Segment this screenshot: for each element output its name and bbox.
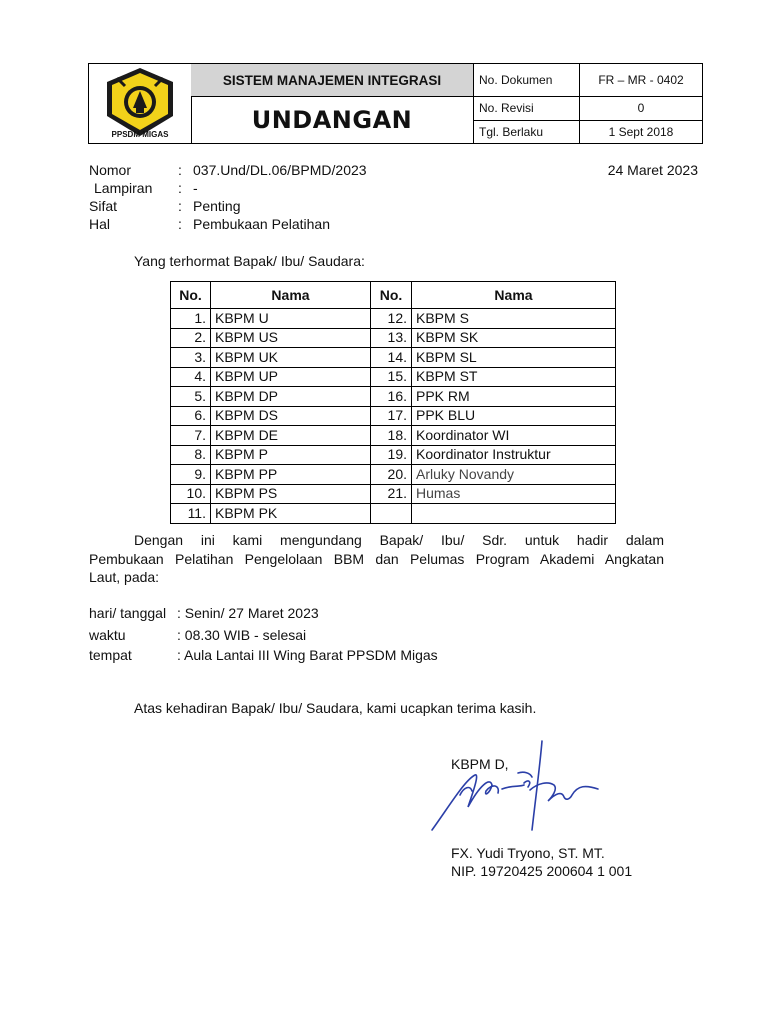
meta-row-revision bbox=[473, 96, 702, 121]
row-no: 3. bbox=[171, 348, 211, 368]
meta-value: FR – MR - 0402 bbox=[598, 73, 684, 87]
row-no: 7. bbox=[171, 426, 211, 446]
row-nama: PPK BLU bbox=[412, 406, 616, 426]
lampiran-label: Lampiran bbox=[94, 180, 153, 196]
header-no: No. bbox=[371, 282, 412, 309]
row-no: 5. bbox=[171, 387, 211, 407]
row-nama: Arluky Novandy bbox=[412, 465, 616, 485]
row-no: 20. bbox=[371, 465, 412, 485]
table-row bbox=[171, 328, 616, 348]
row-no: 10. bbox=[171, 484, 211, 504]
logo-cell bbox=[89, 64, 192, 143]
row-no: 21. bbox=[371, 484, 412, 504]
row-no: 14. bbox=[371, 348, 412, 368]
row-nama: Humas bbox=[412, 484, 616, 504]
row-no: 18. bbox=[371, 426, 412, 446]
row-no: 12. bbox=[371, 309, 412, 329]
meta-key: No. Revisi bbox=[473, 96, 580, 120]
row-no: 15. bbox=[371, 367, 412, 387]
row-nama: KBPM U bbox=[211, 309, 371, 329]
row-nama: KBPM SL bbox=[412, 348, 616, 368]
row-nama: KBPM P bbox=[211, 445, 371, 465]
row-no: 13. bbox=[371, 328, 412, 348]
meta-value: 1 Sept 2018 bbox=[608, 124, 674, 139]
table-row bbox=[171, 309, 616, 329]
tempat-label: tempat bbox=[89, 647, 132, 663]
sifat-value: Penting bbox=[193, 198, 241, 214]
table-row bbox=[171, 348, 616, 368]
header-nama: Nama bbox=[412, 282, 616, 309]
sifat-label: Sifat bbox=[89, 198, 118, 214]
row-no: 1. bbox=[171, 309, 211, 329]
row-no: 8. bbox=[171, 445, 211, 465]
row-no: 9. bbox=[171, 465, 211, 485]
system-title: SISTEM MANAJEMEN INTEGRASI bbox=[191, 64, 474, 97]
row-nama: KBPM US bbox=[211, 328, 371, 348]
row-no: 6. bbox=[171, 406, 211, 426]
meta-key: Tgl. Berlaku bbox=[473, 120, 580, 143]
signatory-title: KBPM D, bbox=[451, 756, 509, 772]
row-nama: KBPM DS bbox=[211, 406, 371, 426]
hari-value: : Senin/ 27 Maret 2023 bbox=[177, 605, 319, 621]
closing-text: Atas kehadiran Bapak/ Ibu/ Saudara, kami ucapkan terima kasih. bbox=[134, 700, 537, 716]
signatory-nip: NIP. 19720425 200604 1 001 bbox=[451, 863, 633, 879]
row-nama: Koordinator WI bbox=[412, 426, 616, 446]
row-nama: KBPM DE bbox=[211, 426, 371, 446]
row-nama: KBPM UK bbox=[211, 348, 371, 368]
waktu-label: waktu bbox=[89, 627, 126, 643]
row-nama: KBPM DP bbox=[211, 387, 371, 407]
row-nama: KBPM SK bbox=[412, 328, 616, 348]
meta-row-document bbox=[473, 64, 702, 97]
row-nama: KBPM PK bbox=[211, 504, 371, 524]
salutation: Yang terhormat Bapak/ Ibu/ Saudara: bbox=[134, 253, 365, 269]
row-no: 11. bbox=[171, 504, 211, 524]
table-header-row bbox=[171, 282, 616, 309]
row-nama: KBPM UP bbox=[211, 367, 371, 387]
hal-label: Hal bbox=[89, 216, 111, 232]
invitee-table bbox=[170, 281, 616, 524]
table-row bbox=[171, 504, 616, 524]
document-header bbox=[88, 63, 703, 144]
table-row bbox=[171, 406, 616, 426]
nomor-label: Nomor bbox=[89, 162, 132, 178]
lampiran-colon: : bbox=[178, 180, 182, 196]
invitation-line-3: Laut, pada: bbox=[89, 569, 160, 585]
letter-date: 24 Maret 2023 bbox=[607, 162, 698, 178]
invitation-line-1: Dengan ini kami mengundang Bapak/ Ibu/ Sdr. untuk hadir dalam bbox=[134, 532, 664, 548]
table-row bbox=[171, 465, 616, 485]
header-nama: Nama bbox=[211, 282, 371, 309]
row-no: 16. bbox=[371, 387, 412, 407]
table-row bbox=[171, 445, 616, 465]
row-nama: Koordinator Instruktur bbox=[412, 445, 616, 465]
row-nama: KBPM ST bbox=[412, 367, 616, 387]
row-no bbox=[371, 504, 412, 524]
invitation-line-2: Pembukaan Pelatihan Pengelolaan BBM dan Pelumas Program Akademi Angkatan bbox=[89, 551, 664, 567]
document-title: UNDANGAN bbox=[191, 96, 474, 144]
hal-value: Pembukaan Pelatihan bbox=[193, 216, 330, 232]
meta-value: 0 bbox=[637, 101, 645, 115]
table-row bbox=[171, 484, 616, 504]
row-no: 17. bbox=[371, 406, 412, 426]
row-nama: PPK RM bbox=[412, 387, 616, 407]
table-row bbox=[171, 426, 616, 446]
signatory-name: FX. Yudi Tryono, ST. MT. bbox=[451, 845, 605, 861]
row-nama: KBPM S bbox=[412, 309, 616, 329]
hari-label: hari/ tanggal bbox=[89, 605, 167, 621]
nomor-value: 037.Und/DL.06/BPMD/2023 bbox=[193, 162, 367, 178]
lampiran-value: - bbox=[193, 180, 198, 196]
meta-row-effective-date bbox=[473, 120, 702, 143]
table-row bbox=[171, 367, 616, 387]
tempat-value: : Aula Lantai III Wing Barat PPSDM Migas bbox=[177, 647, 438, 663]
row-no: 4. bbox=[171, 367, 211, 387]
handwritten-signature bbox=[420, 735, 610, 845]
row-nama bbox=[412, 504, 616, 524]
waktu-value: : 08.30 WIB - selesai bbox=[177, 627, 307, 643]
row-nama: KBPM PP bbox=[211, 465, 371, 485]
row-nama: KBPM PS bbox=[211, 484, 371, 504]
logo-caption: PPSDM MIGAS bbox=[111, 130, 169, 139]
sifat-colon: : bbox=[178, 198, 182, 214]
header-no: No. bbox=[171, 282, 211, 309]
hal-colon: : bbox=[178, 216, 182, 232]
row-no: 2. bbox=[171, 328, 211, 348]
row-no: 19. bbox=[371, 445, 412, 465]
table-row bbox=[171, 387, 616, 407]
nomor-colon: : bbox=[178, 162, 182, 178]
meta-key: No. Dokumen bbox=[473, 64, 580, 96]
